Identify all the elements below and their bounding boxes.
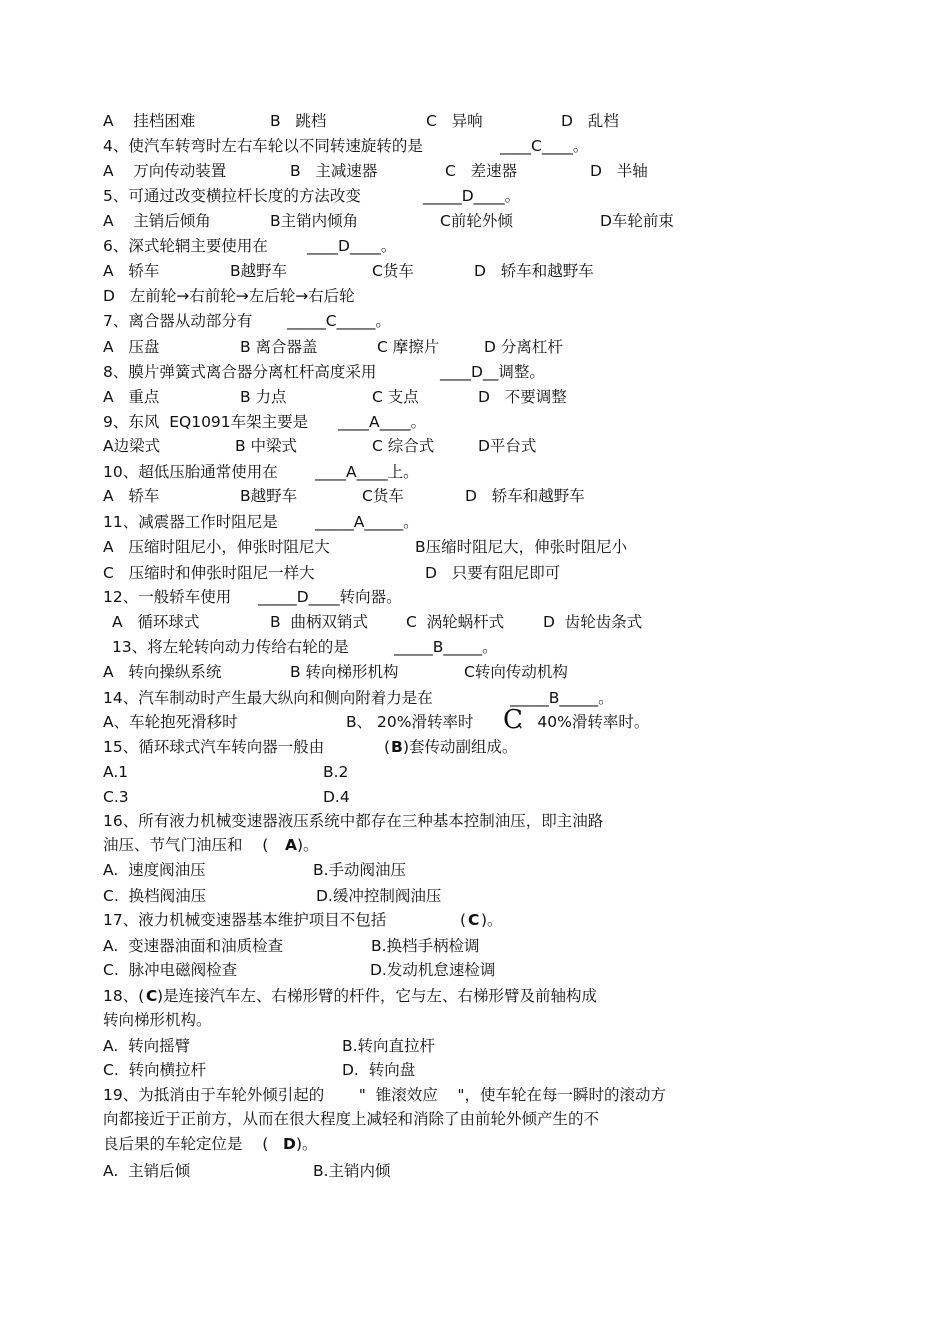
text-line-32-seg-3: )。 <box>481 911 503 929</box>
text-line-36-seg-0: 转向梯形机构。 <box>103 1011 212 1029</box>
text-line-10-seg-0: 8、膜片弹簧式离合器分离杠杆高度采用 <box>103 363 377 381</box>
text-line-23-seg-0: 14、汽车制动时产生最大纵向和侧向附着力是在 <box>103 689 433 707</box>
text-line-25-seg-0: 15、循环球式汽车转向器一般由 <box>103 738 325 756</box>
text-line-29-seg-1: A <box>285 836 297 854</box>
text-line-22-seg-1: B 转向梯形机构 <box>290 663 399 681</box>
text-line-1-seg-0: 4、使汽车转弯时左右车轮以不同转速旋转的是 <box>103 137 423 155</box>
text-line-15-seg-0: A 轿车 <box>103 487 160 505</box>
text-line-35-seg-2: )是连接汽车左、右梯形臂的杆件，它与左、右梯形臂及前轴构成 <box>157 987 598 1005</box>
text-line-20-seg-3: D 齿轮齿条式 <box>543 613 643 631</box>
text-line-0-seg-3: D 乱档 <box>561 112 619 130</box>
text-line-33-seg-0: A. 变速器油面和油质检查 <box>103 937 284 955</box>
text-line-34-seg-1: D.发动机怠速检调 <box>370 961 496 979</box>
text-line-27-seg-1: D.4 <box>323 788 350 806</box>
text-line-38-seg-0: C. 转向横拉杆 <box>103 1061 207 1079</box>
text-line-21-seg-1: _____B_____。 <box>394 638 498 656</box>
text-line-41-seg-1: D <box>283 1135 296 1153</box>
text-line-24-seg-2: 、 40%滑转率时。 <box>517 713 650 731</box>
text-line-42-seg-0: A. 主销后倾 <box>103 1162 191 1180</box>
text-line-2-seg-3: D 半轴 <box>590 162 648 180</box>
text-line-37-seg-0: A. 转向摇臂 <box>103 1037 191 1055</box>
text-line-22-seg-0: A 转向操纵系统 <box>103 663 222 681</box>
text-line-11-seg-1: B 力点 <box>240 388 287 406</box>
text-line-13-seg-0: A边梁式 <box>103 437 161 455</box>
text-line-39-seg-0: 19、为抵消由于车轮外倾引起的 " 锥滚效应 "，使车轮在每一瞬时的滚动方 <box>103 1086 667 1104</box>
text-line-13-seg-3: D平台式 <box>478 437 537 455</box>
text-line-34-seg-0: C. 脉冲电磁阀检查 <box>103 961 238 979</box>
text-line-40-seg-0: 向都接近于正前方，从而在很大程度上减轻和消除了由前轮外倾产生的不 <box>103 1110 600 1128</box>
text-line-3-seg-0: 5、可通过改变横拉杆长度的方法改变 <box>103 187 361 205</box>
text-line-20-seg-0: A 循环球式 <box>112 613 200 631</box>
text-line-42-seg-1: B.主销内倾 <box>313 1162 391 1180</box>
text-line-41-seg-2: )。 <box>296 1135 318 1153</box>
text-line-6-seg-0: A 轿车 <box>103 262 160 280</box>
text-line-10-seg-1: ____D__调整。 <box>440 363 545 381</box>
text-line-18-seg-0: C 压缩时和伸张时阻尼一样大 <box>103 564 315 582</box>
text-line-5-seg-1: ____D____。 <box>307 237 397 255</box>
text-line-22-seg-2: C转向传动机构 <box>464 663 568 681</box>
text-line-3-seg-1: _____D____。 <box>423 187 521 205</box>
text-line-12-seg-1: ____A____。 <box>338 413 427 431</box>
text-line-6-seg-3: D 轿车和越野车 <box>474 262 594 280</box>
text-line-23-seg-1: _____B_____。 <box>510 689 614 707</box>
text-line-12-seg-0: 9、东风 EQ1091车架主要是 <box>103 413 309 431</box>
text-line-37-seg-1: B.转向直拉杆 <box>342 1037 436 1055</box>
text-line-30-seg-1: B.手动阀油压 <box>313 861 407 879</box>
text-line-26-seg-0: A.1 <box>103 763 129 781</box>
text-line-26-seg-1: B.2 <box>323 763 349 781</box>
text-line-32-seg-1: ( <box>460 911 467 929</box>
text-line-28-seg-0: 16、所有液力机械变速器液压系统中都存在三种基本控制油压，即主油路 <box>103 812 604 830</box>
text-line-4-seg-0: A 主销后倾角 <box>103 212 211 230</box>
text-line-27-seg-0: C.3 <box>103 788 129 806</box>
text-line-11-seg-0: A 重点 <box>103 388 160 406</box>
text-line-20-seg-2: C 涡轮蜗杆式 <box>406 613 505 631</box>
text-line-7-seg-0: D 左前轮→右前轮→左后轮→右后轮 <box>103 287 355 305</box>
text-line-35-seg-1: C <box>146 987 158 1005</box>
text-line-6-seg-2: C货车 <box>372 262 414 280</box>
text-line-9-seg-2: C 摩擦片 <box>377 338 440 356</box>
text-line-32-seg-0: 17、液力机械变速器基本维护项目不包括 <box>103 911 387 929</box>
text-line-32-seg-2: C <box>468 911 480 929</box>
text-line-29-seg-0: 油压、节气门油压和 ( <box>103 836 269 854</box>
text-line-20-seg-1: B 曲柄双销式 <box>270 613 368 631</box>
text-line-13-seg-2: C 综合式 <box>372 437 435 455</box>
text-line-25-seg-1: ( <box>384 738 391 756</box>
text-line-9-seg-1: B 离合器盖 <box>240 338 318 356</box>
text-line-29-seg-2: )。 <box>297 836 319 854</box>
text-line-5-seg-0: 6、深式轮辋主要使用在 <box>103 237 268 255</box>
text-line-14-seg-1: ____A____上。 <box>315 463 419 481</box>
text-line-15-seg-2: C货车 <box>362 487 404 505</box>
text-line-4-seg-2: C前轮外倾 <box>440 212 513 230</box>
text-line-2-seg-2: C 差速器 <box>445 162 518 180</box>
text-line-33-seg-1: B.换档手柄检调 <box>371 937 480 955</box>
text-line-1-seg-1: ____C____。 <box>500 137 589 155</box>
text-line-24-seg-0: A、车轮抱死滑移时 <box>103 713 238 731</box>
handwritten-c-mark: C <box>503 705 523 735</box>
text-line-21-seg-0: 13、将左轮转向动力传给右轮的是 <box>112 638 349 656</box>
text-line-38-seg-1: D. 转向盘 <box>342 1061 416 1079</box>
text-line-15-seg-1: B越野车 <box>240 487 298 505</box>
text-line-16-seg-0: 11、减震器工作时阻尼是 <box>103 513 278 531</box>
text-line-14-seg-0: 10、超低压胎通常使用在 <box>103 463 278 481</box>
text-line-31-seg-0: C. 换档阀油压 <box>103 887 207 905</box>
text-line-15-seg-3: D 轿车和越野车 <box>465 487 585 505</box>
text-line-2-seg-0: A 万向传动装置 <box>103 162 227 180</box>
text-line-0-seg-2: C 异响 <box>426 112 483 130</box>
text-line-8-seg-0: 7、离合器从动部分有 <box>103 312 253 330</box>
text-line-13-seg-1: B 中梁式 <box>235 437 298 455</box>
text-line-6-seg-1: B越野车 <box>230 262 288 280</box>
text-line-4-seg-3: D车轮前束 <box>600 212 674 230</box>
text-line-41-seg-0: 良后果的车轮定位是 ( <box>103 1135 269 1153</box>
text-line-11-seg-3: D 不要调整 <box>478 388 567 406</box>
text-line-9-seg-0: A 压盘 <box>103 338 160 356</box>
text-line-0-seg-1: B 跳档 <box>270 112 327 130</box>
text-line-8-seg-1: _____C_____。 <box>287 312 391 330</box>
text-line-17-seg-0: A 压缩时阻尼小，伸张时阻尼大 <box>103 538 330 556</box>
text-line-4-seg-1: B主销内倾角 <box>270 212 359 230</box>
text-line-16-seg-1: _____A_____。 <box>315 513 419 531</box>
text-line-18-seg-1: D 只要有阻尼即可 <box>425 564 561 582</box>
text-line-24-seg-1: B、 20%滑转率时 <box>346 713 474 731</box>
text-line-17-seg-1: B压缩时阻尼大，伸张时阻尼小 <box>415 538 628 556</box>
text-line-11-seg-2: C 支点 <box>372 388 419 406</box>
text-line-25-seg-2: B <box>391 738 403 756</box>
text-line-35-seg-0: 18、( <box>103 987 145 1005</box>
text-line-30-seg-0: A. 速度阀油压 <box>103 861 206 879</box>
text-line-2-seg-1: B 主减速器 <box>290 162 378 180</box>
text-line-9-seg-3: D 分离杠杆 <box>484 338 563 356</box>
text-line-0-seg-0: A 挂档困难 <box>103 112 196 130</box>
text-line-19-seg-1: _____D____转向器。 <box>258 588 402 606</box>
text-line-25-seg-3: )套传动副组成。 <box>403 738 518 756</box>
text-line-19-seg-0: 12、一般轿车使用 <box>103 588 232 606</box>
text-line-31-seg-1: D.缓冲控制阀油压 <box>316 887 442 905</box>
